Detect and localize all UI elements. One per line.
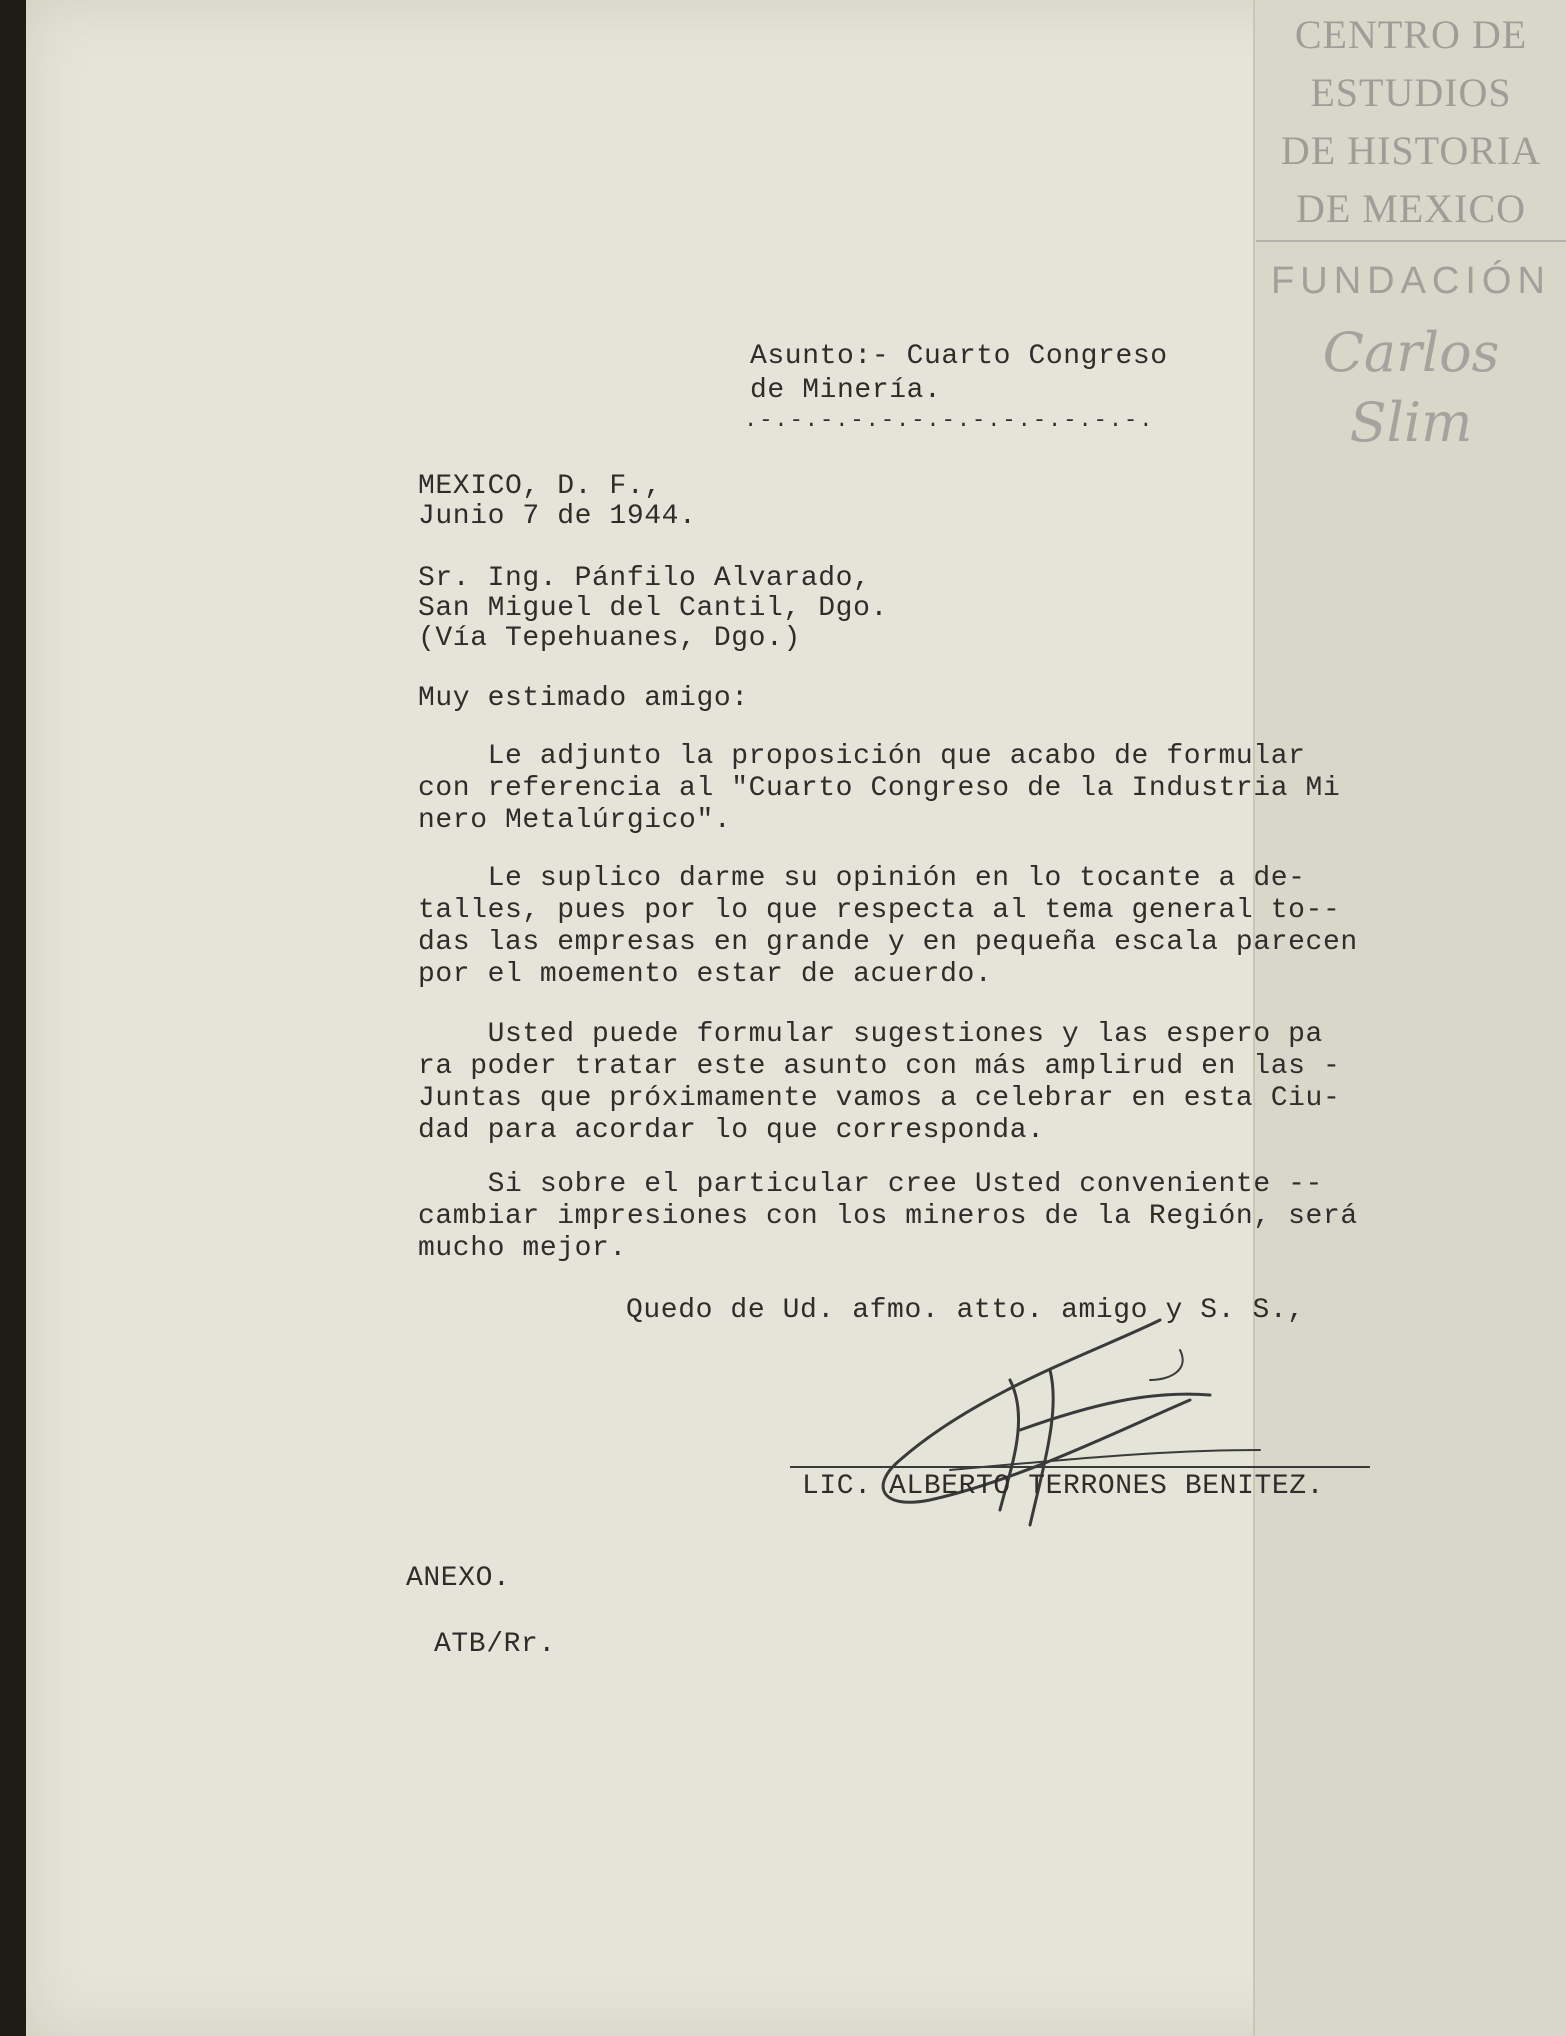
subject-line-2: de Minería. bbox=[750, 375, 942, 406]
paragraph-line: talles, pues por lo que respecta al tema general to-- bbox=[418, 895, 1341, 926]
watermark-divider bbox=[1256, 240, 1566, 242]
paragraph-line: das las empresas en grande y en pequeña escala parecen bbox=[418, 927, 1358, 958]
watermark-line: ESTUDIOS bbox=[1310, 70, 1512, 115]
letter-date: Junio 7 de 1944. bbox=[418, 501, 697, 532]
recipient-name: Sr. Ing. Pánfilo Alvarado, bbox=[418, 563, 871, 594]
signature-line bbox=[790, 1466, 1370, 1468]
watermark-institution bbox=[1256, 6, 1566, 238]
paragraph-line: Le suplico darme su opinión en lo tocante a de- bbox=[418, 863, 1306, 894]
paragraph-line: Le adjunto la proposición que acabo de formular bbox=[418, 741, 1306, 772]
watermark-line: CENTRO DE bbox=[1294, 12, 1528, 57]
paragraph-line: cambiar impresiones con los mineros de la Región, será bbox=[418, 1201, 1358, 1232]
recipient-address-1: San Miguel del Cantil, Dgo. bbox=[418, 593, 888, 624]
paragraph-line: Usted puede formular sugestiones y las espero pa bbox=[418, 1019, 1323, 1050]
recipient-address-2: (Vía Tepehuanes, Dgo.) bbox=[418, 623, 801, 654]
subject-line-1: Asunto:- Cuarto Congreso bbox=[750, 341, 1168, 372]
paragraph-line: dad para acordar lo que corresponda. bbox=[418, 1115, 1045, 1146]
reference-initials: ATB/Rr. bbox=[434, 1629, 556, 1660]
paragraph-line: nero Metalúrgico". bbox=[418, 805, 732, 836]
handwritten-signature bbox=[860, 1310, 1280, 1540]
letter-place: MEXICO, D. F., bbox=[418, 471, 662, 502]
annex-label: ANEXO. bbox=[406, 1563, 511, 1594]
watermark-signature-logo: Carlos Slim bbox=[1322, 321, 1500, 454]
paragraph-line: por el moemento estar de acuerdo. bbox=[418, 959, 993, 990]
paragraph-line: mucho mejor. bbox=[418, 1233, 627, 1264]
watermark-line: DE HISTORIA bbox=[1280, 128, 1542, 173]
paragraph-line: con referencia al "Cuarto Congreso de la Industria Mi bbox=[418, 773, 1341, 804]
closing: Quedo de Ud. afmo. atto. amigo y S. S., bbox=[626, 1295, 1305, 1326]
subject-rule: .-.-.-.-.-.-.-.-.-.-.-.-.-. bbox=[744, 408, 1155, 433]
salutation: Muy estimado amigo: bbox=[418, 683, 749, 714]
signer-name: LIC. ALBERTO TERRONES BENITEZ. bbox=[802, 1471, 1325, 1502]
watermark-fundacion: FUNDACIÓN bbox=[1271, 260, 1551, 302]
watermark-line: DE MEXICO bbox=[1295, 186, 1527, 231]
paragraph-line: Juntas que próximamente vamos a celebrar en esta Ciu- bbox=[418, 1083, 1341, 1114]
paragraph-line: ra poder tratar este asunto con más amplirud en las - bbox=[418, 1051, 1341, 1082]
paragraph-line: Si sobre el particular cree Usted conveniente -- bbox=[418, 1169, 1323, 1200]
